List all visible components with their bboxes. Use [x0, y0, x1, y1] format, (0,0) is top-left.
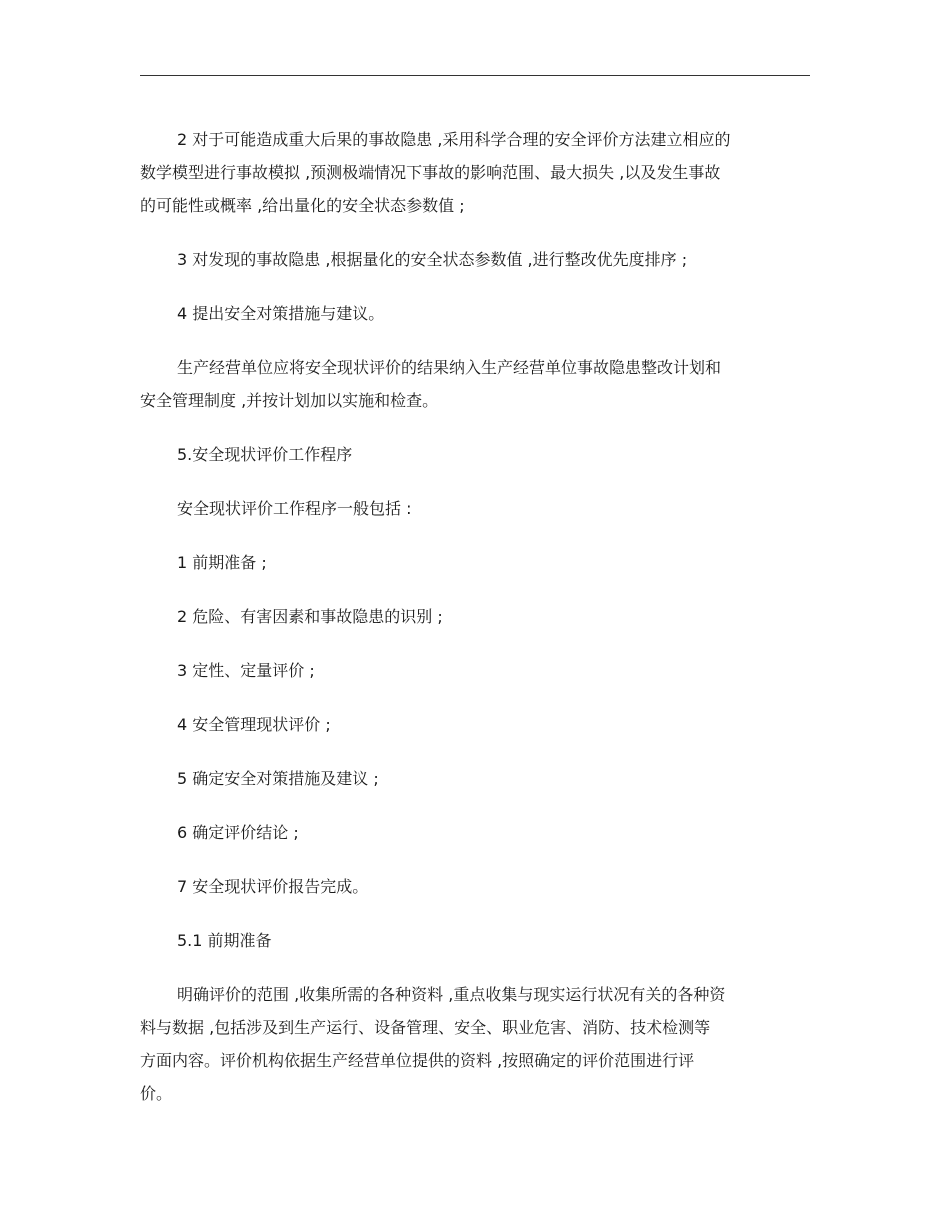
text-line: 2 危险、有害因素和事故隐患的识别 ;: [177, 607, 443, 626]
list-item-2: [140, 600, 810, 633]
text-line: 5 确定安全对策措施及建议 ;: [177, 769, 379, 788]
text-line: 6 确定评价结论 ;: [177, 823, 299, 842]
text-line: 价。: [140, 1084, 173, 1103]
text-line: 数学模型进行事故模拟 ,预测极端情况下事故的影响范围、最大损失 ,以及发生事故: [140, 163, 721, 182]
list-item-1: [140, 546, 810, 579]
text-line: 5.安全现状评价工作程序: [177, 445, 353, 464]
text-line: 安全管理制度 ,并按计划加以实施和检查。: [140, 391, 439, 410]
text-line: 料与数据 ,包括涉及到生产运行、设备管理、安全、职业危害、消防、技术检测等: [140, 1018, 711, 1037]
text-line: 1 前期准备 ;: [177, 553, 267, 572]
text-line: 3 定性、定量评价 ;: [177, 661, 315, 680]
text-line: 明确评价的范围 ,收集所需的各种资料 ,重点收集与现实运行状况有关的各种资: [177, 985, 726, 1004]
text-line: 4 安全管理现状评价 ;: [177, 715, 331, 734]
list-item-4: [140, 708, 810, 741]
text-line: 方面内容。评价机构依据生产经营单位提供的资料 ,按照确定的评价范围进行评: [140, 1051, 695, 1070]
text-line: 7 安全现状评价报告完成。: [177, 877, 369, 896]
text-line: 3 对发现的事故隐患 ,根据量化的安全状态参数值 ,进行整改优先度排序 ;: [177, 250, 688, 269]
paragraph-6: [140, 492, 810, 525]
list-item-6: [140, 816, 810, 849]
header-rule: [140, 75, 810, 76]
list-item-3: [140, 654, 810, 687]
text-line: 生产经营单位应将安全现状评价的结果纳入生产经营单位事故隐患整改计划和: [177, 358, 722, 377]
text-line: 2 对于可能造成重大后果的事故隐患 ,采用科学合理的安全评价方法建立相应的: [177, 130, 731, 149]
section-heading-5: [140, 438, 810, 471]
list-item-5: [140, 762, 810, 795]
paragraph-1: [140, 123, 810, 222]
text-line: 4 提出安全对策措施与建议。: [177, 304, 385, 323]
text-line: 5.1 前期准备: [177, 931, 272, 950]
list-item-7: [140, 870, 810, 903]
text-line: 安全现状评价工作程序一般包括 :: [177, 499, 412, 518]
paragraph-3: [140, 297, 810, 330]
document-body: [140, 123, 810, 1131]
paragraph-2: [140, 243, 810, 276]
section-heading-5-1: [140, 924, 810, 957]
text-line: 的可能性或概率 ,给出量化的安全状态参数值 ;: [140, 196, 465, 215]
paragraph-4: [140, 351, 810, 417]
paragraph-15: [140, 978, 810, 1110]
